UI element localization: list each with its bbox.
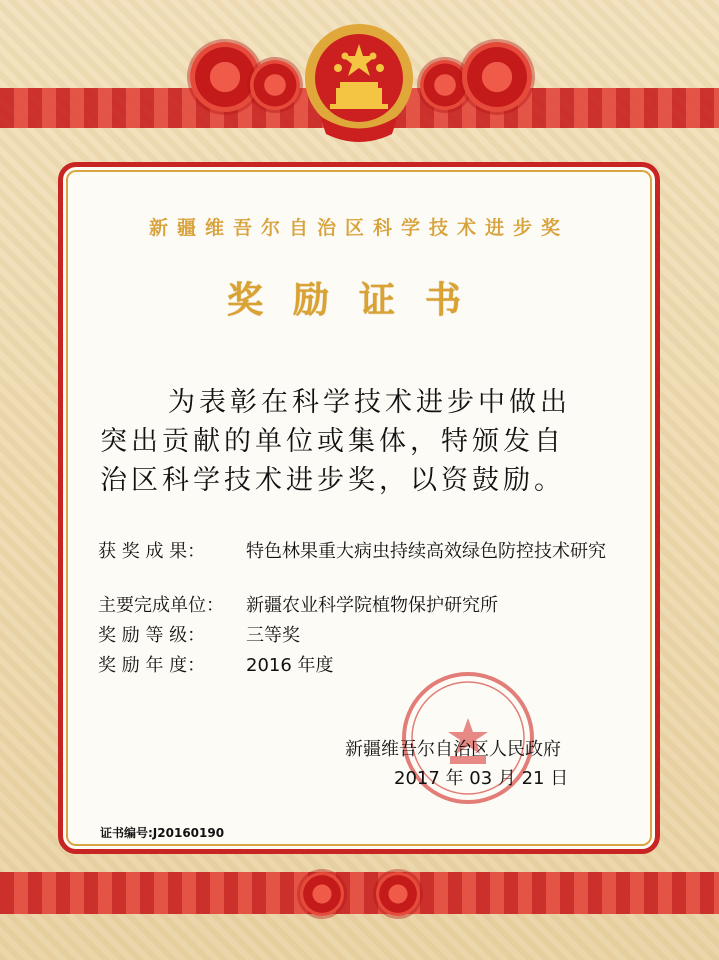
certificate-number: 证书编号:J20160190 bbox=[100, 826, 225, 840]
field-label: 奖 励 等 级： bbox=[98, 625, 206, 646]
field-label: 主要完成单位： bbox=[98, 595, 224, 616]
award-name: 新疆维吾尔自治区科学技术进步奖 bbox=[148, 217, 569, 239]
certificate-title: 奖励证书 bbox=[226, 279, 491, 321]
peony-icon bbox=[300, 872, 344, 916]
citation-text bbox=[100, 383, 620, 500]
citation-line: 为表彰在科学技术进步中做出 bbox=[168, 387, 571, 418]
citation-line: 治区科学技术进步奖，以资鼓励。 bbox=[100, 465, 565, 496]
field-value: 特色林果重大病虫持续高效绿色防控技术研究 bbox=[246, 541, 606, 562]
peony-icon bbox=[462, 42, 532, 112]
national-emblem-icon bbox=[300, 16, 418, 146]
field-achievement bbox=[98, 540, 616, 564]
field-grade bbox=[98, 624, 616, 648]
field-year bbox=[98, 654, 616, 678]
peony-icon bbox=[190, 42, 260, 112]
peony-icon bbox=[376, 872, 420, 916]
citation-line: 突出贡献的单位或集体，特颁发自 bbox=[100, 426, 565, 457]
field-label: 获 奖 成 果： bbox=[98, 541, 206, 562]
field-unit bbox=[98, 594, 616, 618]
issue-date: 2017 年 03 月 21 日 bbox=[394, 768, 569, 789]
field-value: 新疆农业科学院植物保护研究所 bbox=[246, 595, 498, 616]
field-value: 三等奖 bbox=[246, 625, 300, 646]
field-value: 2016 年度 bbox=[246, 655, 334, 676]
bottom-decorative-band bbox=[0, 872, 719, 914]
issuer-name: 新疆维吾尔自治区人民政府 bbox=[345, 739, 561, 760]
field-label: 奖 励 年 度： bbox=[98, 655, 206, 676]
peony-icon bbox=[250, 60, 300, 110]
